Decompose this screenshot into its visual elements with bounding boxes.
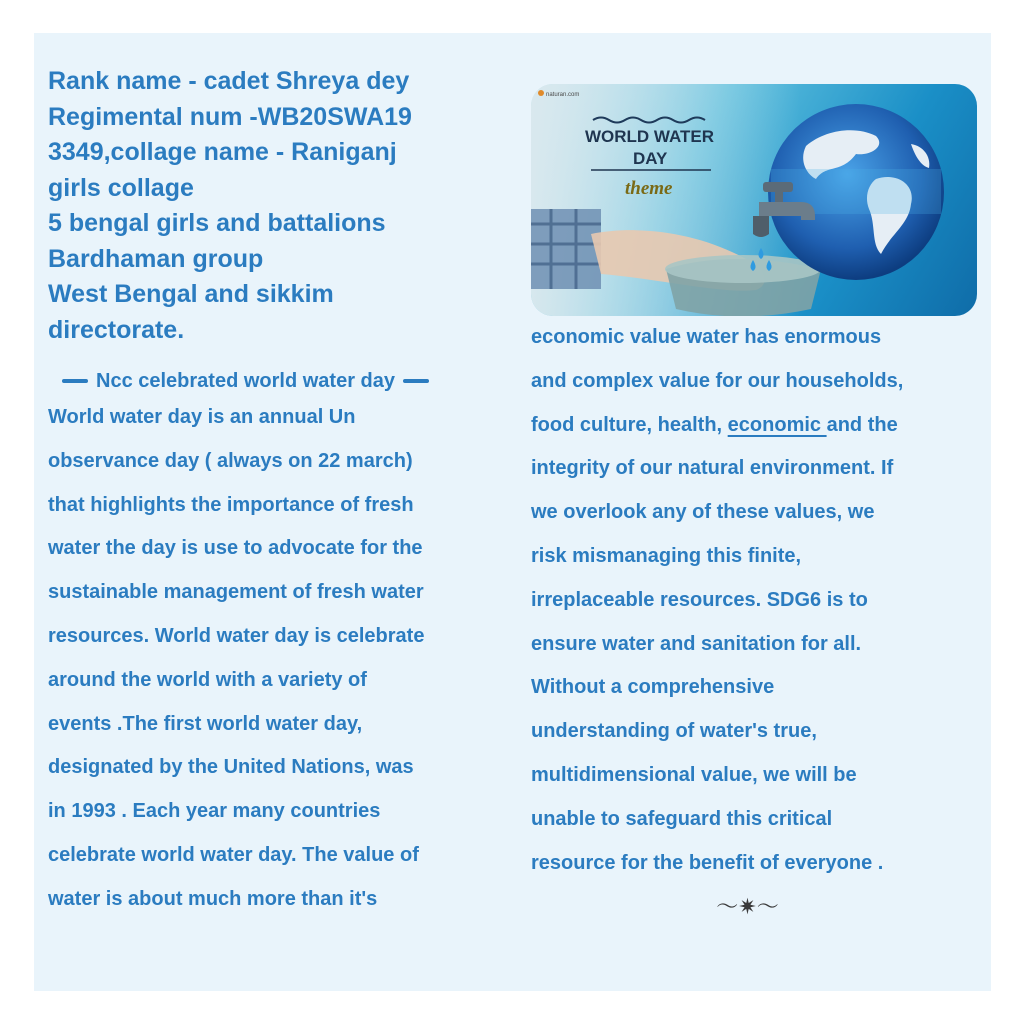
body-line: sustainable management of fresh water <box>48 581 424 604</box>
right-body-text <box>531 316 981 885</box>
body-line: and complex value for our households, <box>531 369 904 392</box>
body-line: understanding of water's true, <box>531 720 817 743</box>
image-title-line1: WORLD WATER <box>585 127 715 146</box>
body-line: water the day is use to advocate for the <box>48 537 423 560</box>
text-segment: food culture, health, <box>531 413 728 436</box>
logo-text: naturan.com <box>546 92 580 98</box>
header-line: 3349,collage name - Raniganj <box>48 138 397 166</box>
faucet-spout <box>753 216 769 237</box>
body-line: that highlights the importance of fresh <box>48 493 414 516</box>
body-line: water is about much more than it's <box>48 887 378 910</box>
body-line: designated by the United Nations, was <box>48 756 414 779</box>
body-line: economic value water has enormous <box>531 326 882 348</box>
ornament-divider: 〜✷〜 <box>716 895 779 920</box>
image-title-line2: DAY <box>633 149 668 168</box>
section-heading-text: Ncc celebrated world water day <box>96 370 396 392</box>
body-line: events .The first world water day, <box>48 712 363 735</box>
header-line: girls collage <box>48 173 194 202</box>
dash-right-decoration <box>403 379 429 383</box>
header-line: Rank name - cadet Shreya dey <box>48 67 410 95</box>
header-line: Regimental num -WB20SWA19 <box>48 102 412 131</box>
text-segment: and the <box>826 413 898 436</box>
header-line: Bardhaman group <box>48 244 264 273</box>
sleeve-shape <box>531 209 601 289</box>
header-line: 5 bengal girls and battalions <box>48 209 386 237</box>
header-line: directorate. <box>48 315 185 344</box>
dash-left-decoration <box>62 379 88 383</box>
body-line-with-link <box>531 404 981 448</box>
economic-link[interactable]: economic <box>727 413 827 436</box>
body-line: integrity of our natural environment. If <box>531 457 894 480</box>
body-line: resources. World water day is celebrate <box>48 624 425 647</box>
body-line: multidimensional value, we will be <box>531 763 857 786</box>
body-line: observance day ( always on 22 march) <box>48 449 413 472</box>
left-column <box>48 64 508 922</box>
cadet-info-header <box>48 64 508 348</box>
image-subtitle: theme <box>625 178 673 199</box>
body-line: unable to safeguard this critical <box>531 807 833 830</box>
body-line: Without a comprehensive <box>531 676 775 699</box>
body-line: irreplaceable resources. SDG6 is to <box>531 588 868 611</box>
body-line: celebrate world water day. The value of <box>48 843 419 866</box>
logo-icon <box>538 90 544 96</box>
header-line: West Bengal and sikkim <box>48 280 334 308</box>
body-line: resource for the benefit of everyone . <box>531 851 884 874</box>
section-heading <box>48 366 508 396</box>
body-line: around the world with a variety of <box>48 668 367 691</box>
body-line: in 1993 . Each year many countries <box>48 800 381 823</box>
world-water-day-image <box>531 84 977 316</box>
left-body-text <box>48 396 508 922</box>
body-line: ensure water and sanitation for all. <box>531 632 862 655</box>
world-water-day-illustration <box>531 84 977 316</box>
body-line: we overlook any of these values, we <box>531 501 875 524</box>
body-line: World water day is an annual Un <box>48 406 356 428</box>
body-line: risk mismanaging this finite, <box>531 544 802 567</box>
bowl-rim <box>665 255 821 283</box>
